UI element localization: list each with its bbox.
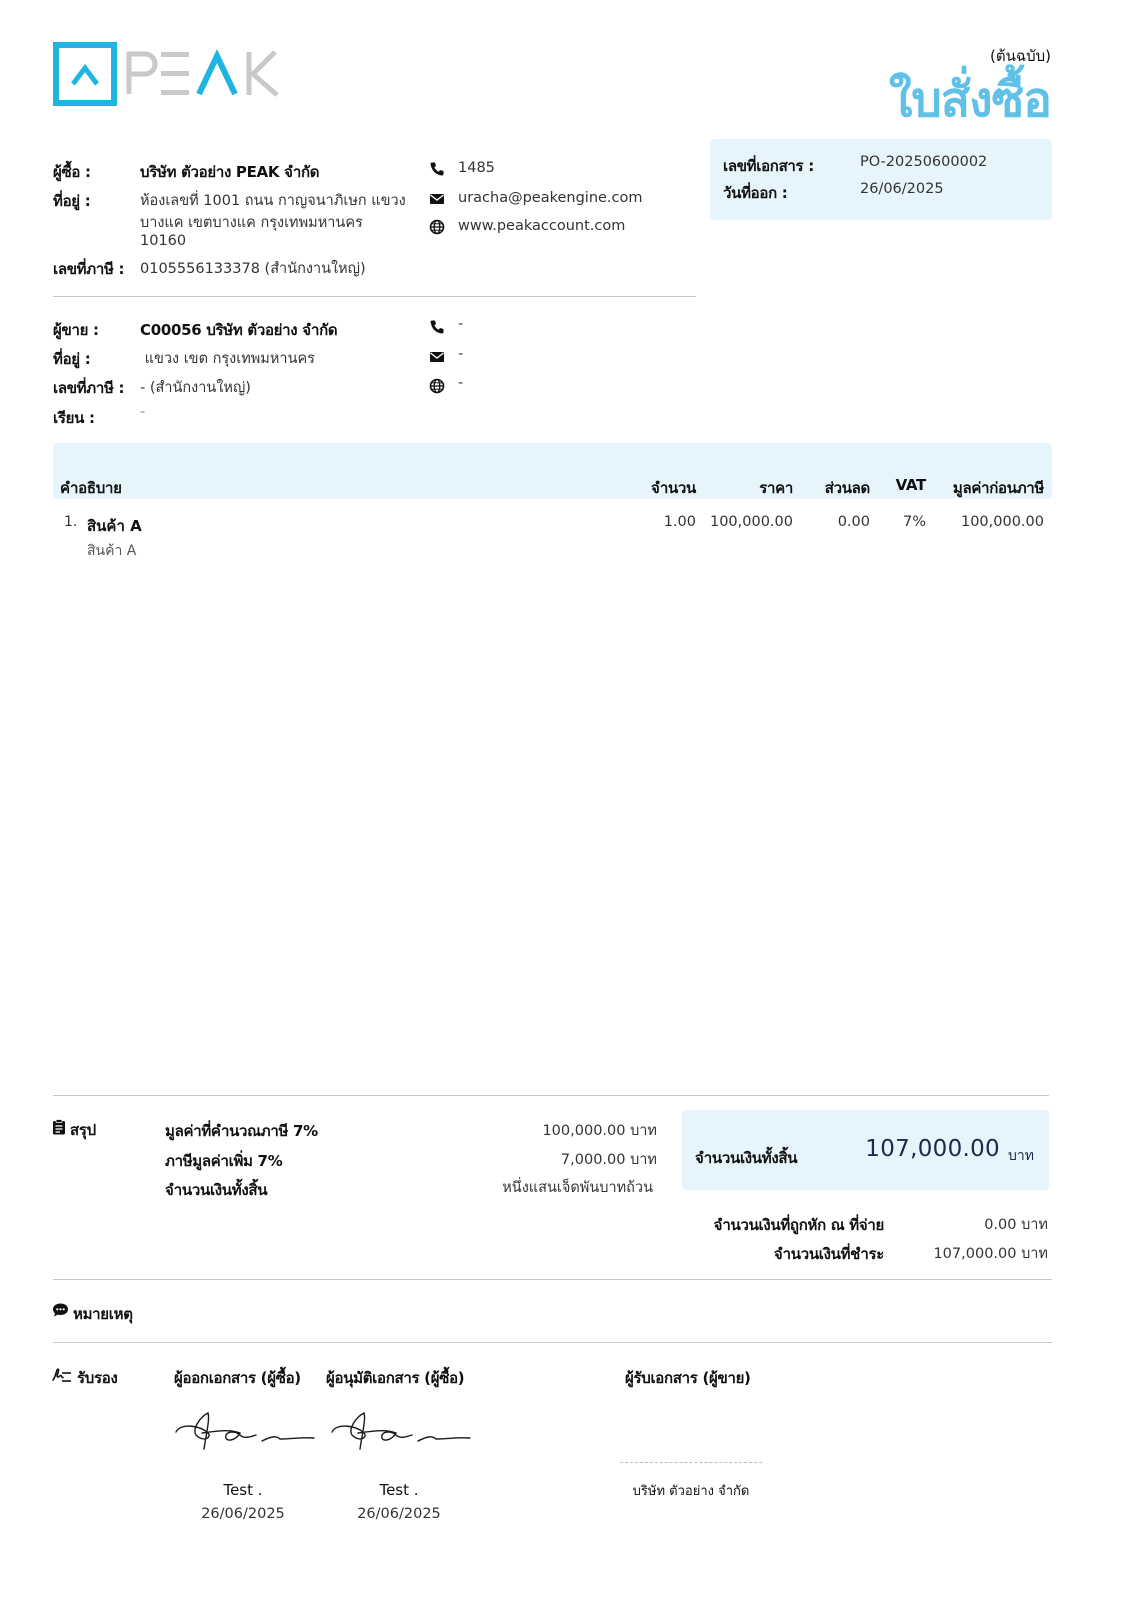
seller-address-label: ที่อยู่ : (53, 350, 91, 368)
item-amount: 100,000.00 (960, 514, 1044, 530)
receiver-title: ผู้รับเอกสาร (ผู้ขาย) (625, 1369, 751, 1387)
payable-value: 107,000.00 บาท (933, 1246, 1048, 1262)
issue-date: 26/06/2025 (860, 181, 944, 197)
grand-total-panel (682, 1110, 1049, 1190)
col-discount: ส่วนลด (824, 479, 870, 497)
grand-total-unit: บาท (1008, 1148, 1034, 1164)
issuer-title: ผู้ออกเอกสาร (ผู้ซื้อ) (174, 1369, 301, 1387)
divider (53, 296, 696, 297)
col-description: คำอธิบาย (60, 479, 122, 497)
buyer-label: ผู้ซื้อ : (53, 163, 91, 181)
item-vat: 7% (902, 514, 926, 530)
seller-website: - (458, 375, 464, 391)
receiver-signature-line (620, 1462, 762, 1463)
divider (53, 1279, 1052, 1280)
buyer-phone: 1485 (458, 160, 495, 176)
withheld-value: 0.00 บาท (984, 1217, 1048, 1233)
issue-date-label: วันที่ออก : (723, 184, 788, 202)
comment-icon (52, 1302, 69, 1318)
col-amount: มูลค่าก่อนภาษี (952, 479, 1044, 497)
globe-icon (429, 378, 445, 394)
buyer-address-line2: บางแค เขตบางแค กรุงเทพมหานคร (140, 215, 363, 231)
seller-attn: - (140, 404, 146, 420)
col-vat: VAT (895, 476, 926, 494)
seller-tax-label: เลขที่ภาษี : (53, 379, 125, 397)
vat-label: ภาษีมูลค่าเพิ่ม 7% (165, 1152, 283, 1170)
envelope-icon (429, 191, 445, 207)
vat-value: 7,000.00 บาท (560, 1152, 657, 1168)
doc-info-panel (710, 139, 1052, 220)
grand-total-amount: 107,000.00 (865, 1136, 1000, 1162)
approver-title: ผู้อนุมัติเอกสาร (ผู้ซื้อ) (326, 1369, 465, 1387)
col-qty: จำนวน (651, 479, 696, 497)
buyer-name: บริษัท ตัวอย่าง PEAK จำกัด (140, 163, 320, 181)
issuer-signature (170, 1405, 320, 1460)
item-qty: 1.00 (663, 514, 696, 530)
withheld-label: จำนวนเงินที่ถูกหัก ณ ที่จ่าย (713, 1216, 884, 1234)
seller-phone: - (458, 316, 464, 332)
globe-icon (429, 219, 445, 235)
buyer-website: www.peakaccount.com (458, 218, 626, 234)
company-logo (53, 42, 293, 110)
envelope-icon (429, 349, 445, 365)
approver-date: 26/06/2025 (357, 1506, 441, 1522)
seller-tax-id: - (สำนักงานใหญ่) (140, 380, 251, 396)
clipboard-icon (52, 1119, 66, 1135)
item-discount: 0.00 (837, 514, 870, 530)
phone-icon (429, 319, 445, 335)
peak-logo-graphic (53, 42, 293, 110)
buyer-email: uracha@peakengine.com (458, 190, 643, 206)
item-detail: สินค้า A (87, 543, 137, 559)
seller-name: C00056 บริษัท ตัวอย่าง จำกัด (140, 321, 338, 339)
divider (53, 1342, 1052, 1343)
divider (53, 1095, 1049, 1096)
col-price: ราคา (759, 479, 793, 497)
approval-label: รับรอง (77, 1369, 118, 1387)
grand-total-label: จำนวนเงินทั้งสิ้น (695, 1149, 798, 1167)
buyer-tax-label: เลขที่ภาษี : (53, 260, 125, 278)
logo-text (293, 42, 294, 43)
doc-number: PO-20250600002 (860, 154, 988, 170)
row-number: 1. (64, 514, 78, 530)
seller-attn-label: เรียน : (53, 409, 95, 427)
seller-label: ผู้ขาย : (53, 321, 99, 339)
buyer-address-label: ที่อยู่ : (53, 192, 91, 210)
approver-signature (326, 1405, 476, 1460)
issuer-name: Test . (223, 1481, 263, 1499)
copy-label: (ต้นฉบับ) (990, 47, 1051, 65)
payable-label: จำนวนเงินที่ชำระ (773, 1245, 884, 1263)
signature-icon (52, 1367, 72, 1383)
approver-name: Test . (379, 1481, 419, 1499)
remarks-label: หมายเหตุ (73, 1305, 133, 1323)
issuer-date: 26/06/2025 (201, 1506, 285, 1522)
buyer-address-line3: 10160 (140, 233, 187, 249)
document-title: ใบสั่งซื้อ (888, 72, 1051, 128)
seller-address: แขวง เขต กรุงเทพมหานคร (140, 351, 315, 367)
seller-email: - (458, 346, 464, 362)
total-label: จำนวนเงินทั้งสิ้น (165, 1181, 268, 1199)
receiver-company: บริษัท ตัวอย่าง จำกัด (632, 1484, 750, 1499)
phone-icon (429, 161, 445, 177)
item-name: สินค้า A (87, 517, 142, 535)
summary-label: สรุป (70, 1121, 96, 1139)
doc-number-label: เลขที่เอกสาร : (723, 157, 814, 175)
item-price: 100,000.00 (709, 514, 793, 530)
buyer-address-line1: ห้องเลขที่ 1001 ถนน กาญจนาภิเษก แขวง (140, 193, 406, 209)
total-in-words: หนึ่งแสนเจ็ดพันบาทถ้วน (502, 1180, 653, 1196)
buyer-tax-id: 0105556133378 (สำนักงานใหญ่) (140, 261, 366, 277)
taxable-label: มูลค่าที่คำนวณภาษี 7% (165, 1122, 318, 1140)
taxable-value: 100,000.00 บาท (542, 1123, 657, 1139)
